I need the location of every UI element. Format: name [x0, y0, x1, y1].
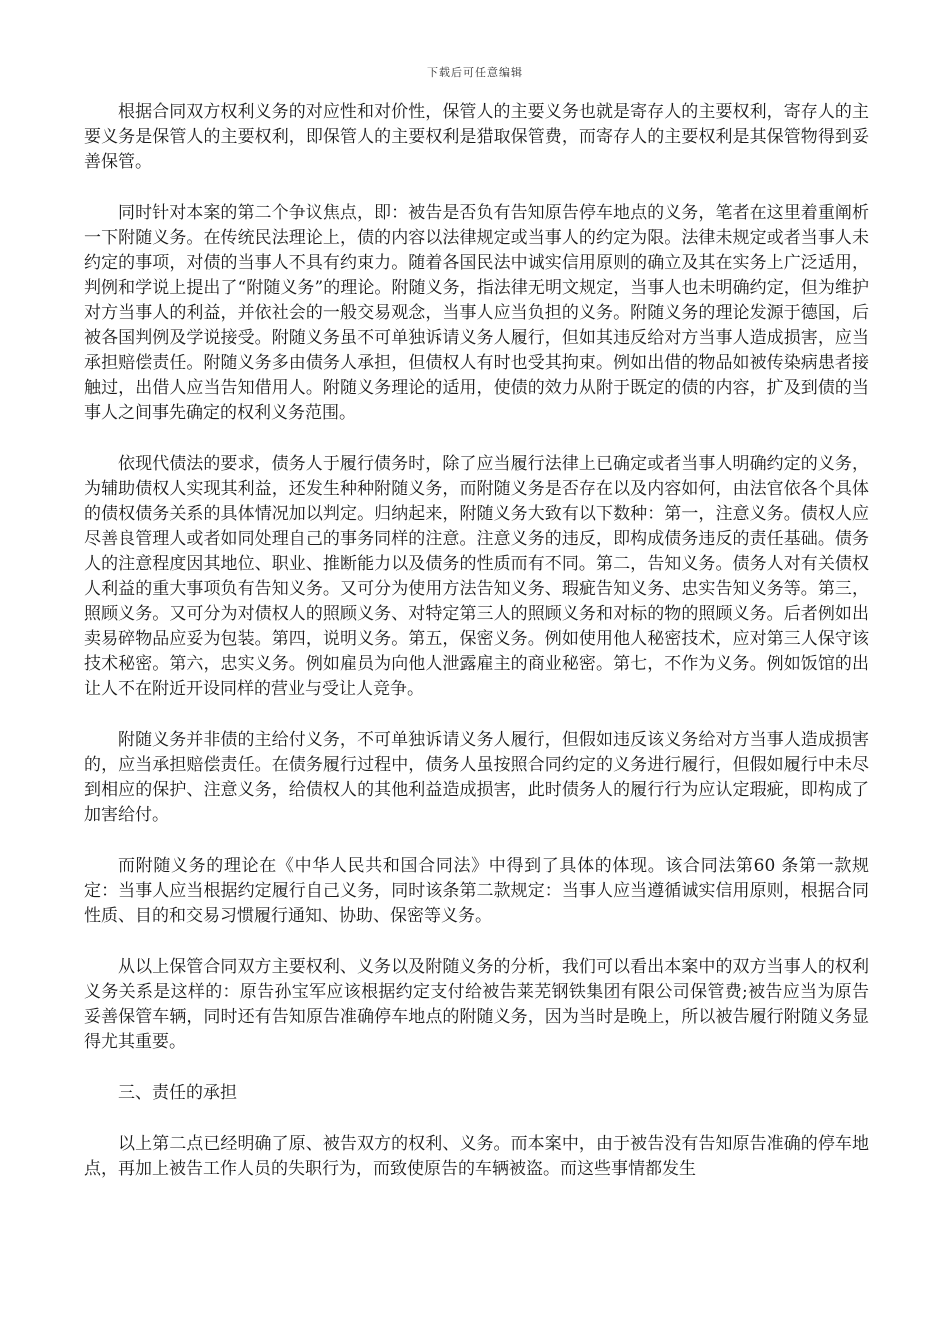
paragraph: 附随义务并非债的主给付义务，不可单独诉请义务人履行，但假如违反该义务给对方当事人造成损害的，应当承担赔偿责任。在债务履行过程中，债务人虽按照合同约定的义务进行履行，但假如履行中未尽到相应的保护、注意义务，给债权人的其他利益造成损害，此时债务人的履行行为应认定瑕疵，即构成了加害给付。 [84, 730, 869, 825]
paragraph: 从以上保管合同双方主要权利、义务以及附随义务的分析，我们可以看出本案中的双方当事人的权利义务关系是这样的：原告孙宝军应该根据约定支付给被告莱芜钢铁集团有限公司保管费;被告应当为原告妥善保管车辆，同时还有告知原告准确停车地点的附随义务，因为当时是晚上，所以被告履行附随义务显得尤其重要。 [84, 957, 869, 1052]
section-heading: 三、责任的承担 [118, 1083, 237, 1103]
paragraph: 根据合同双方权利义务的对应性和对价性，保管人的主要义务也就是寄存人的主要权利，寄存人的主要义务是保管人的主要权利，即保管人的主要权利是猎取保管费，而寄存人的主要权利是其保管物得到妥善保管。 [84, 102, 869, 172]
paragraph: 依现代债法的要求，债务人于履行债务时，除了应当履行法律上已确定或者当事人明确约定的义务，为辅助债权人实现其利益，还发生种种附随义务，而附随义务是否存在以及内容如何，由法官依各个具体的债权债务关系的具体情况加以判定。归纳起来，附随义务大致有以下数种：第一，注意义务。债权人应尽善良管理人或者如同处理自己的事务同样的注意。注意义务的违反，即构成债务违反的责任基础。债务人的注意程度因其地位、职业、推断能力以及债务的性质而有不同。第二，告知义务。债务人对有关债权人利益的重大事项负有告知义务。又可分为使用方法告知义务、瑕疵告知义务、忠实告知义务等。第三，照顾义务。又可分为对债权人的照顾义务、对特定第三人的照顾义务和对标的物的照顾义务。后者例如出卖易碎物品应妥为包装。第四，说明义务。第五，保密义务。例如使用他人秘密技术，应对第三人保守该技术秘密。第六，忠实义务。例如雇员为向他人泄露雇主的商业秘密。第七，不作为义务。例如饭馆的出让人不在附近开设同样的营业与受让人竞争。 [84, 454, 869, 699]
document-body [84, 100, 869, 1208]
paragraph: 以上第二点已经明确了原、被告双方的权利、义务。而本案中，由于被告没有告知原告准确的停车地点，再加上被告工作人员的失职行为，而致使原告的车辆被盗。而这些事情都发生 [84, 1134, 869, 1179]
paragraph: 而附随义务的理论在《中华人民共和国合同法》中得到了具体的体现。该合同法第60 条第一款规定：当事人应当根据约定履行自己义务，同时该条第二款规定：当事人应当遵循诚实信用原则，根据合同性质、目的和交易习惯履行通知、协助、保密等义务。 [84, 856, 869, 926]
paragraph: 同时针对本案的第二个争议焦点，即：被告是否负有告知原告停车地点的义务，笔者在这里着重阐析一下附随义务。在传统民法理论上，债的内容以法律规定或当事人的约定为限。法律未规定或者当事人未约定的事项，对债的当事人不具有约束力。随着各国民法中诚实信用原则的确立及其在实务上广泛适用，判例和学说上提出了“附随义务”的理论。附随义务，指法律无明文规定，当事人也未明确约定，但为维护对方当事人的利益，并依社会的一般交易观念，当事人应当负担的义务。附随义务的理论发源于德国，后被各国判例及学说接受。附随义务虽不可单独诉请义务人履行，但如其违反给对方当事人造成损害，应当承担赔偿责任。附随义务多由债务人承担，但债权人有时也受其拘束。例如出借的物品如被传染病患者接触过，出借人应当告知借用人。附随义务理论的适用，使债的效力从附于既定的债的内容，扩及到债的当事人之间事先确定的权利义务范围。 [84, 203, 869, 423]
header-note: 下载后可任意编辑 [427, 66, 523, 79]
